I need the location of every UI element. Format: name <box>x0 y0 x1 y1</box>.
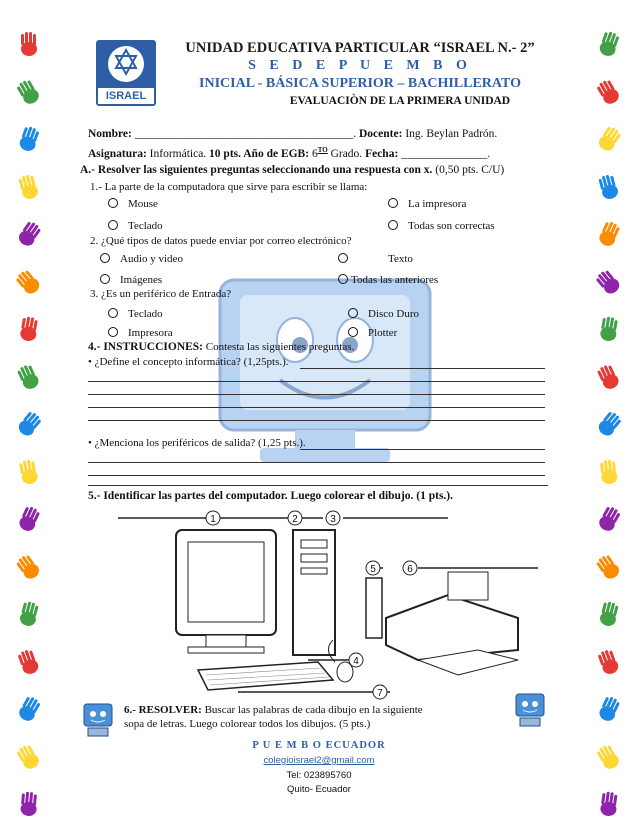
q3-option-teclado[interactable]: Teclado <box>108 308 163 320</box>
handprint-icon <box>14 125 44 155</box>
footer-phone: Tel: 023895760 <box>286 770 352 781</box>
handprint-icon <box>14 600 44 630</box>
handprint-icon <box>594 268 624 298</box>
handprint-icon <box>594 220 624 250</box>
handprint-icon <box>14 648 44 678</box>
anio-superscript: TO <box>317 146 328 154</box>
section-4-heading <box>88 341 354 353</box>
answer-line[interactable] <box>300 449 545 450</box>
radio-circle-icon[interactable] <box>388 198 398 208</box>
section-a-points: (0,50 pts. C/U) <box>432 164 505 176</box>
school-levels: INICIAL - BÁSICA SUPERIOR – BACHILLERATO <box>199 76 521 91</box>
right-handprint-border <box>582 30 636 820</box>
docente-value: Ing. Beylan Padrón. <box>402 128 498 140</box>
radio-circle-icon[interactable] <box>100 253 110 263</box>
nombre-label: Nombre: <box>88 128 132 140</box>
handprint-icon <box>594 363 624 393</box>
answer-line[interactable] <box>88 407 545 408</box>
handprint-icon <box>594 173 624 203</box>
handprint-icon <box>14 458 44 488</box>
q2-option-texto[interactable]: Texto <box>338 253 413 265</box>
radio-circle-icon[interactable] <box>108 198 118 208</box>
handprint-icon <box>594 315 624 345</box>
q1-option-impresora[interactable]: La impresora <box>388 198 466 210</box>
radio-circle-icon[interactable] <box>108 327 118 337</box>
question-1: 1.- La parte de la computadora que sirve para escribir se llama: <box>90 181 368 193</box>
evaluation-title: EVALUACIÒN DE LA PRIMERA UNIDAD <box>289 95 511 107</box>
asignatura-value: Informática. <box>146 147 210 160</box>
logo-text: ISRAEL <box>105 90 147 102</box>
q3-option-impresora[interactable]: Impresora <box>108 327 173 339</box>
section-6-line-2: sopa de letras. Luego colorear todos los dibujos. (5 pts.) <box>124 718 371 730</box>
section-6-title: 6.- RESOLVER: <box>124 704 202 716</box>
school-name: UNIDAD EDUCATIVA PARTICULAR “ISRAEL N.- 2” <box>185 40 535 56</box>
radio-circle-icon[interactable] <box>100 274 110 284</box>
anio-label: Año de EGB: <box>241 147 310 160</box>
part-label-2: 2 <box>292 514 298 525</box>
section-6-line-1: 6.- RESOLVER: Buscar las palabras de cada dibujo en la siguiente <box>124 704 423 716</box>
q2-option-todas[interactable]: Todas las anteriores <box>338 274 438 286</box>
question-2: 2. ¿Qué tipos de datos puede enviar por correo electrónico? <box>90 235 352 247</box>
computer-parts-drawing <box>118 500 548 710</box>
fecha-blank[interactable]: _______________. <box>398 147 491 160</box>
radio-circle-icon[interactable] <box>348 308 358 318</box>
q1-option-mouse[interactable]: Mouse <box>108 198 158 210</box>
handprint-icon <box>594 30 624 60</box>
q3-option-disco-duro[interactable]: Disco Duro <box>348 308 419 320</box>
course-info-row <box>88 146 490 160</box>
asignatura-label: Asignatura: <box>88 147 147 160</box>
handprint-icon <box>14 695 44 725</box>
handprint-icon <box>14 268 44 298</box>
q1-option-todas[interactable]: Todas son correctas <box>388 220 495 232</box>
part-label-1: 1 <box>210 514 216 525</box>
question-3: 3. ¿Es un periférico de Entrada? <box>90 288 232 300</box>
radio-circle-icon[interactable] <box>338 253 348 263</box>
handprint-icon <box>594 648 624 678</box>
radio-circle-icon[interactable] <box>108 308 118 318</box>
section-4-question-2: • ¿Menciona los periféricos de salida? (1,25 pts.). <box>88 437 306 449</box>
handprint-icon <box>594 695 624 725</box>
radio-circle-icon[interactable] <box>338 274 348 284</box>
radio-circle-icon[interactable] <box>108 220 118 230</box>
part-label-4: 4 <box>353 656 359 667</box>
footer-location: P U E M B O ECUADOR <box>252 740 386 751</box>
points-total: 10 pts. <box>209 147 241 160</box>
radio-circle-icon[interactable] <box>388 220 398 230</box>
student-info-row <box>88 128 497 140</box>
section-4-question-1: • ¿Define el concepto informática? (1,25pts.). <box>88 356 289 368</box>
section-4-title: 4.- INSTRUCCIONES: <box>88 341 204 353</box>
radio-circle-icon[interactable] <box>348 327 358 337</box>
section-a-title: A.- Resolver las siguientes preguntas seleccionando una respuesta con x. <box>80 164 433 176</box>
nombre-blank[interactable]: ______________________________________. <box>131 128 359 140</box>
q2-option-imagenes[interactable]: Imágenes <box>100 274 162 286</box>
q2-option-audio-video[interactable]: Audio y video <box>100 253 183 265</box>
section-divider <box>88 485 548 486</box>
handprint-icon <box>14 410 44 440</box>
handprint-icon <box>14 173 44 203</box>
answer-line[interactable] <box>88 420 545 421</box>
handprint-icon <box>594 553 624 583</box>
answer-line[interactable] <box>88 381 545 382</box>
handprint-icon <box>14 220 44 250</box>
computer-mascot-icon <box>510 690 550 730</box>
school-sede: S E D E P U E M B O <box>248 58 472 73</box>
handprint-icon <box>594 410 624 440</box>
q3-option-plotter[interactable]: Plotter <box>348 327 397 339</box>
section-4-instructions: Contesta las siguientes preguntas. <box>203 341 355 353</box>
anio-suffix: Grado. <box>327 147 366 160</box>
answer-line[interactable] <box>88 475 545 476</box>
answer-line[interactable] <box>88 462 545 463</box>
fecha-label: Fecha: <box>365 147 399 160</box>
footer-email-link[interactable]: colegioisrael2@gmail.com <box>263 755 375 766</box>
handprint-icon <box>14 30 44 60</box>
handprint-icon <box>594 505 624 535</box>
part-label-5: 5 <box>370 564 376 575</box>
section-a-heading <box>80 164 504 176</box>
handprint-icon <box>14 78 44 108</box>
answer-line[interactable] <box>300 368 545 369</box>
anio-value: 6 <box>309 147 318 160</box>
section-5-title: 5.- Identificar las partes del computador. Luego colorear el dibujo. (1 pts.). <box>88 490 454 502</box>
part-label-3: 3 <box>330 514 336 525</box>
part-label-7: 7 <box>377 688 383 699</box>
handprint-icon <box>594 600 624 630</box>
handprint-icon <box>594 125 624 155</box>
footer-city: Quito- Ecuador <box>287 784 351 795</box>
handprint-icon <box>14 315 44 345</box>
q1-option-teclado[interactable]: Teclado <box>108 220 163 232</box>
handprint-icon <box>14 363 44 393</box>
computer-mascot-icon <box>78 700 118 740</box>
docente-label: Docente: <box>359 128 403 140</box>
handprint-icon <box>14 553 44 583</box>
handprint-icon <box>594 458 624 488</box>
left-handprint-border <box>2 30 56 820</box>
part-label-6: 6 <box>407 564 413 575</box>
answer-line[interactable] <box>88 394 545 395</box>
handprint-icon <box>14 505 44 535</box>
